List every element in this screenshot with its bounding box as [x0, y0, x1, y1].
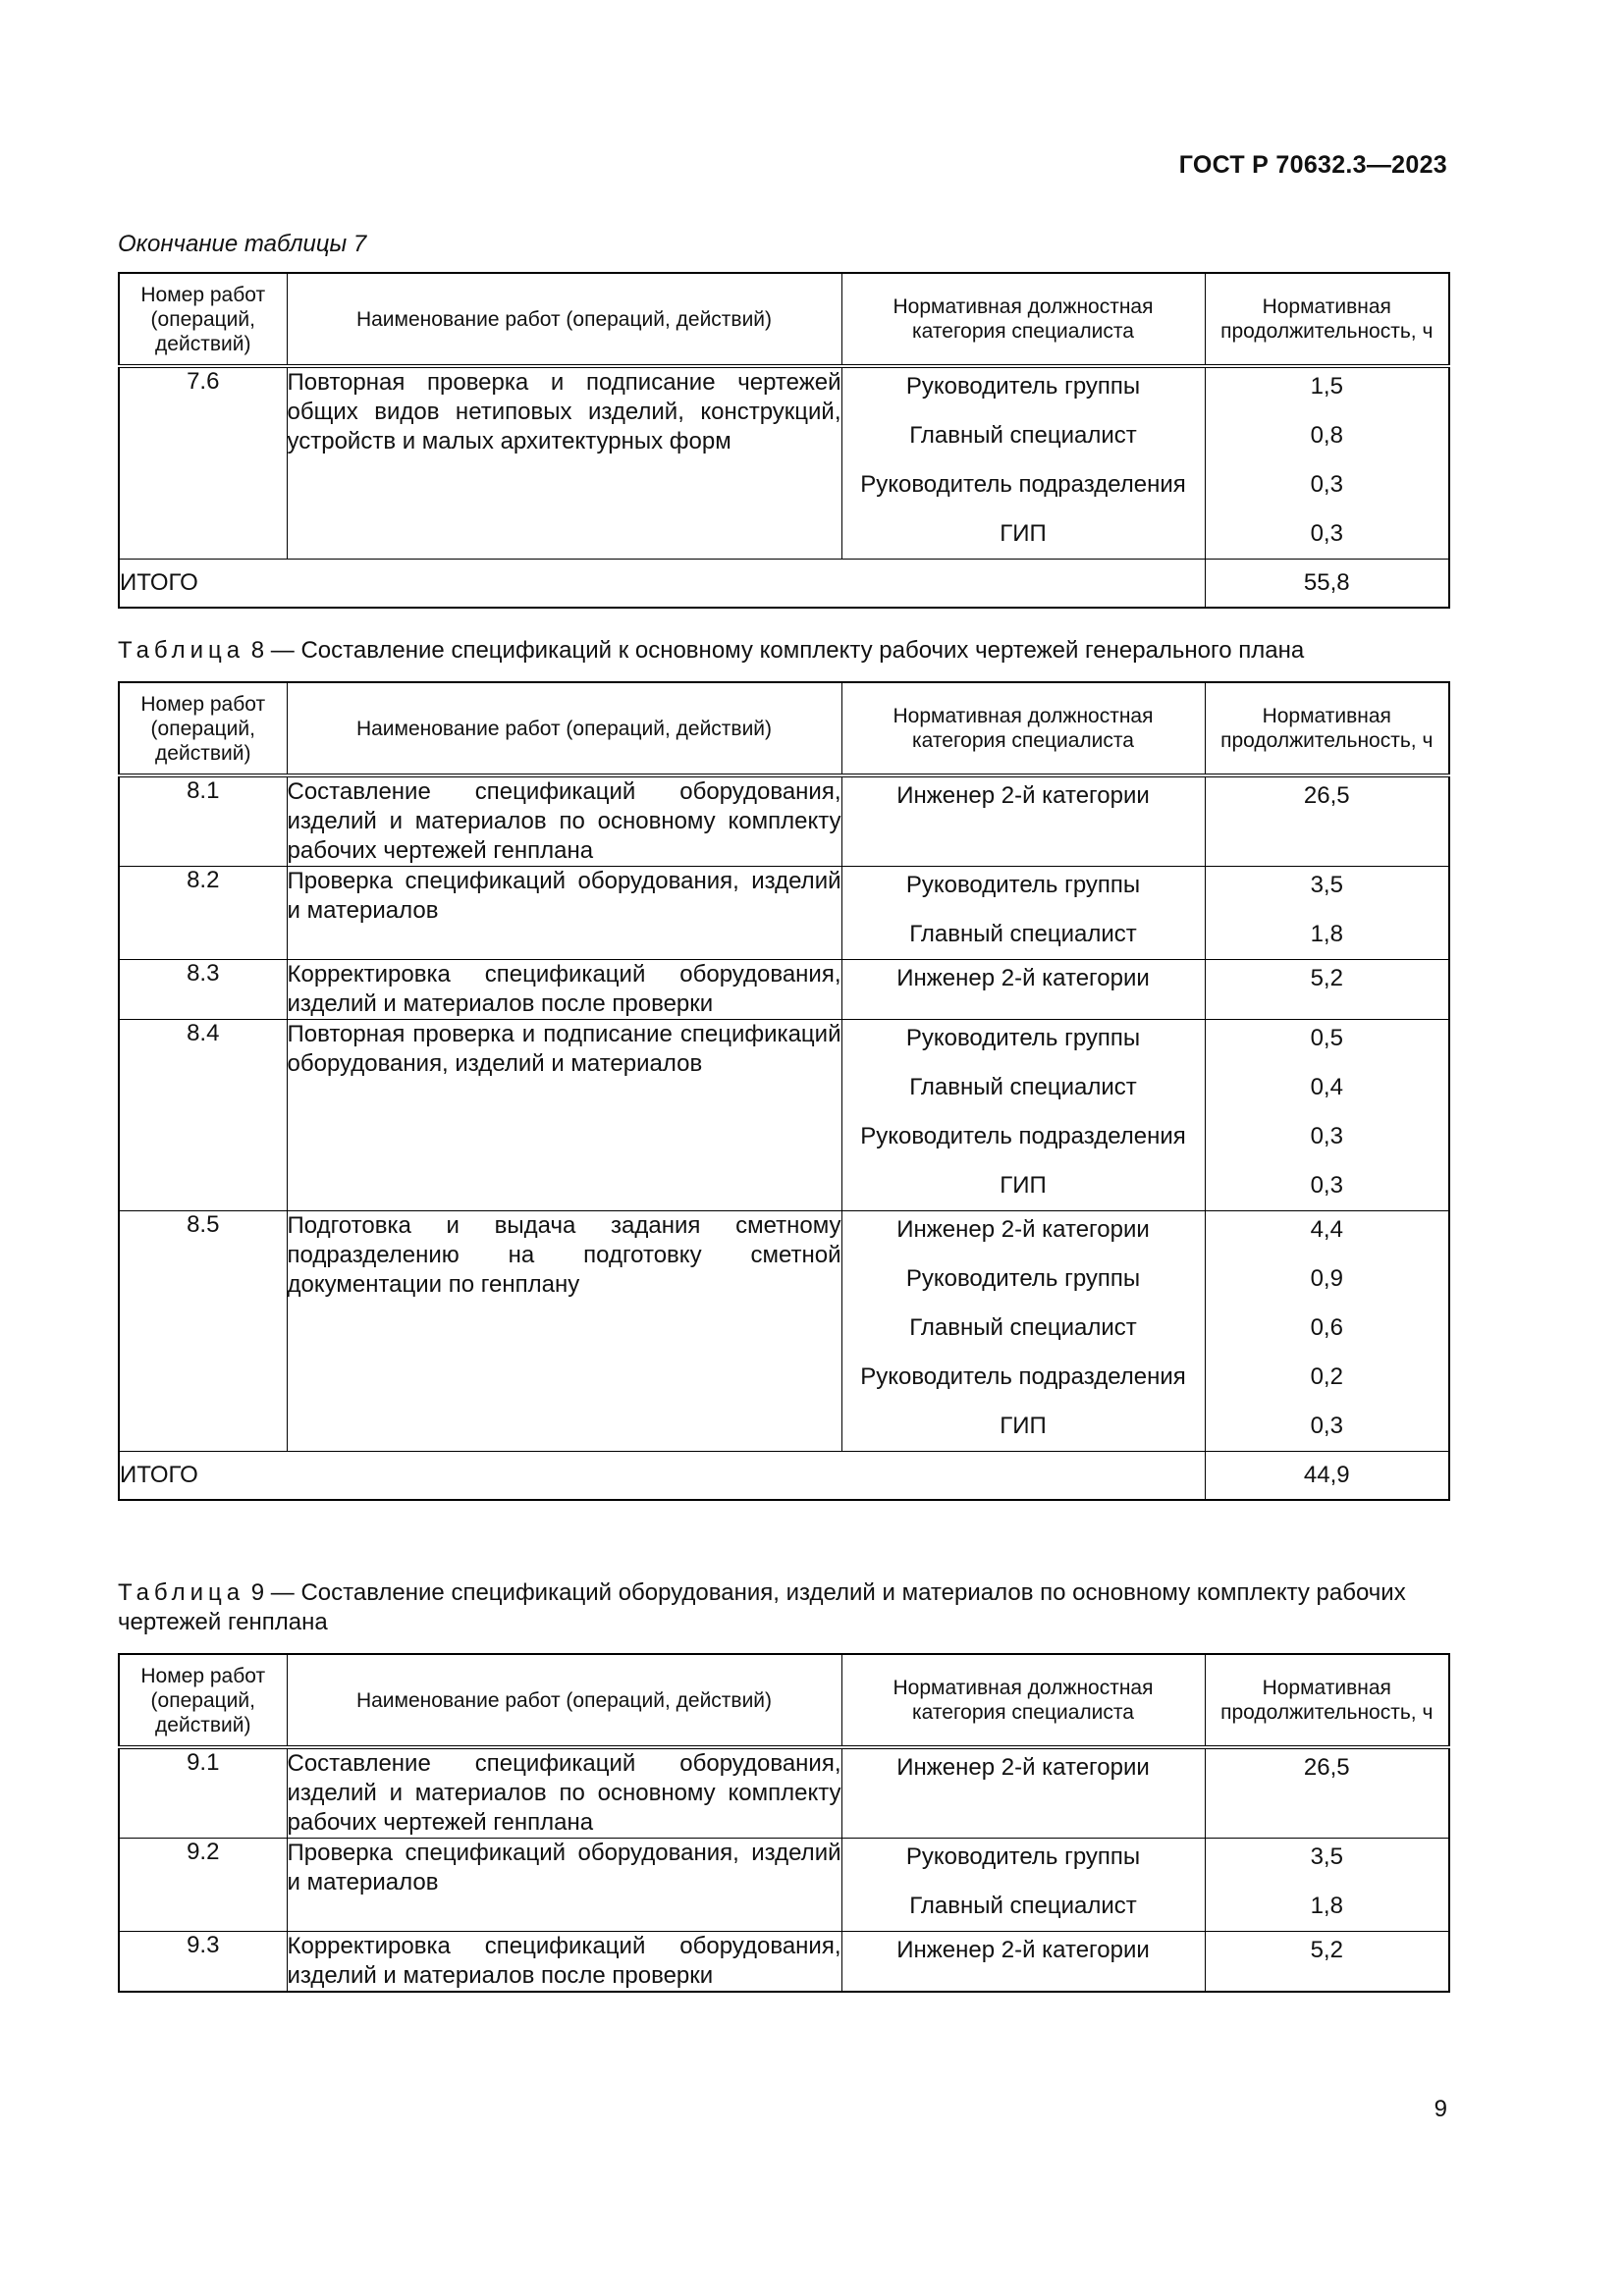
specialist-role: Руководитель группы	[905, 373, 1141, 400]
work-number: 9.3	[119, 1932, 287, 1993]
work-name: Составление спецификаций оборудования, изделий и материалов по основному комплекту рабочих чертежей генплана	[287, 775, 841, 867]
specialist-role: Инженер 2-й категории	[896, 782, 1150, 809]
specialist-role: Главный специалист	[909, 1074, 1137, 1100]
hours-list	[1205, 1932, 1449, 1993]
work-name: Корректировка спецификаций оборудования, изделий и материалов после проверки	[287, 1932, 841, 1993]
work-name: Проверка спецификаций оборудования, изделий и материалов	[287, 867, 841, 960]
duration-hours: 0,2	[1310, 1363, 1343, 1390]
duration-hours: 0,3	[1310, 1123, 1343, 1149]
work-number: 9.1	[119, 1747, 287, 1839]
specialist-role: Инженер 2-й категории	[896, 1216, 1150, 1243]
duration-hours: 0,3	[1310, 471, 1343, 498]
role-list	[841, 366, 1205, 560]
table-9	[118, 1653, 1450, 1993]
work-number: 7.6	[119, 366, 287, 560]
role-list	[841, 1839, 1205, 1932]
specialist-role: Инженер 2-й категории	[896, 965, 1150, 991]
duration-hours: 0,4	[1310, 1074, 1343, 1100]
specialist-role: Руководитель группы	[905, 872, 1141, 898]
work-number: 8.2	[119, 867, 287, 960]
hours-list	[1205, 1211, 1449, 1452]
col-header-name: Наименование работ (операций, действий)	[287, 1654, 841, 1747]
table8-caption-text: 8 — Составление спецификаций к основному комплекту рабочих чертежей генерального плана	[250, 637, 1305, 664]
specialist-role: Руководитель подразделения	[860, 471, 1186, 498]
work-number: 8.1	[119, 775, 287, 867]
role-list	[841, 1747, 1205, 1839]
table-row	[119, 1747, 1449, 1839]
total-value: 55,8	[1205, 560, 1449, 609]
col-header-num: Номер работ (операций, действий)	[119, 1654, 287, 1747]
col-header-num: Номер работ (операций, действий)	[119, 682, 287, 775]
work-name: Подготовка и выдача задания сметному подразделению на подготовку сметной документации по генплану	[287, 1211, 841, 1452]
duration-hours: 0,5	[1310, 1025, 1343, 1051]
role-list	[841, 1020, 1205, 1211]
specialist-role: Руководитель группы	[905, 1265, 1141, 1292]
specialist-role: Главный специалист	[909, 1314, 1137, 1341]
work-name: Корректировка спецификаций оборудования, изделий и материалов после проверки	[287, 960, 841, 1020]
work-name: Повторная проверка и подписание чертежей общих видов нетиповых изделий, конструкций, устройств и малых архитектурных форм	[287, 366, 841, 560]
specialist-role: Инженер 2-й категории	[896, 1754, 1150, 1781]
table-row	[119, 1839, 1449, 1932]
specialist-role: Руководитель подразделения	[860, 1363, 1186, 1390]
duration-hours: 4,4	[1310, 1216, 1343, 1243]
duration-hours: 26,5	[1303, 782, 1350, 809]
table9-caption-text: 9 — Составление спецификаций оборудования, изделий и материалов по основному комплекту рабочих чертежей генплана	[118, 1579, 1406, 1635]
duration-hours: 5,2	[1310, 1937, 1343, 1963]
table-row	[119, 366, 1449, 560]
total-label: ИТОГО	[119, 560, 1205, 609]
page-number: 9	[1434, 2096, 1447, 2122]
specialist-role: Главный специалист	[909, 921, 1137, 947]
duration-hours: 0,3	[1310, 520, 1343, 547]
work-number: 8.3	[119, 960, 287, 1020]
table-header-row	[119, 1654, 1449, 1747]
role-list	[841, 775, 1205, 867]
duration-hours: 26,5	[1303, 1754, 1350, 1781]
duration-hours: 0,9	[1310, 1265, 1343, 1292]
work-name: Повторная проверка и подписание спецификаций оборудования, изделий и материалов	[287, 1020, 841, 1211]
duration-hours: 3,5	[1310, 872, 1343, 898]
total-value: 44,9	[1205, 1452, 1449, 1501]
table9-caption	[118, 1578, 1448, 1637]
table-row	[119, 775, 1449, 867]
specialist-role: Руководитель группы	[905, 1843, 1141, 1870]
duration-hours: 0,3	[1310, 1172, 1343, 1199]
work-name: Составление спецификаций оборудования, изделий и материалов по основному комплекту рабочих чертежей генплана	[287, 1747, 841, 1839]
hours-list	[1205, 775, 1449, 867]
table-row	[119, 960, 1449, 1020]
table-8	[118, 681, 1450, 1501]
col-header-name: Наименование работ (операций, действий)	[287, 682, 841, 775]
duration-hours: 0,6	[1310, 1314, 1343, 1341]
work-number: 8.4	[119, 1020, 287, 1211]
specialist-role: ГИП	[1000, 520, 1047, 547]
hours-list	[1205, 1839, 1449, 1932]
table-row	[119, 1932, 1449, 1993]
work-name: Проверка спецификаций оборудования, изделий и материалов	[287, 1839, 841, 1932]
total-row	[119, 560, 1449, 609]
specialist-role: Руководитель группы	[905, 1025, 1141, 1051]
role-list	[841, 1932, 1205, 1993]
col-header-hours: Нормативная продолжительность, ч	[1205, 1654, 1449, 1747]
specialist-role: Главный специалист	[909, 1893, 1137, 1919]
duration-hours: 5,2	[1310, 965, 1343, 991]
duration-hours: 1,8	[1310, 921, 1343, 947]
col-header-hours: Нормативная продолжительность, ч	[1205, 273, 1449, 366]
table-header-row	[119, 682, 1449, 775]
col-header-role: Нормативная должностная категория специалиста	[841, 273, 1205, 366]
role-list	[841, 1211, 1205, 1452]
total-label: ИТОГО	[119, 1452, 1205, 1501]
hours-list	[1205, 1020, 1449, 1211]
table-row	[119, 867, 1449, 960]
specialist-role: Главный специалист	[909, 422, 1137, 449]
table-7	[118, 272, 1450, 609]
duration-hours: 0,3	[1310, 1413, 1343, 1439]
table-header-row	[119, 273, 1449, 366]
hours-list	[1205, 867, 1449, 960]
specialist-role: ГИП	[1000, 1413, 1047, 1439]
duration-hours: 0,8	[1310, 422, 1343, 449]
role-list	[841, 867, 1205, 960]
specialist-role: ГИП	[1000, 1172, 1047, 1199]
specialist-role: Инженер 2-й категории	[896, 1937, 1150, 1963]
table-row	[119, 1020, 1449, 1211]
work-number: 9.2	[119, 1839, 287, 1932]
hours-list	[1205, 1747, 1449, 1839]
hours-list	[1205, 960, 1449, 1020]
col-header-hours: Нормативная продолжительность, ч	[1205, 682, 1449, 775]
duration-hours: 3,5	[1310, 1843, 1343, 1870]
col-header-role: Нормативная должностная категория специалиста	[841, 682, 1205, 775]
duration-hours: 1,5	[1310, 373, 1343, 400]
col-header-role: Нормативная должностная категория специалиста	[841, 1654, 1205, 1747]
standard-number: ГОСТ Р 70632.3—2023	[1178, 151, 1447, 179]
hours-list	[1205, 366, 1449, 560]
col-header-name: Наименование работ (операций, действий)	[287, 273, 841, 366]
role-list	[841, 960, 1205, 1020]
total-row	[119, 1452, 1449, 1501]
col-header-num: Номер работ (операций, действий)	[119, 273, 287, 366]
table-row	[119, 1211, 1449, 1452]
table8-caption	[118, 636, 1448, 666]
table-word: Таблица	[118, 1579, 245, 1606]
table-word: Таблица	[118, 637, 245, 664]
table7-continuation-label: Окончание таблицы 7	[118, 231, 367, 257]
specialist-role: Руководитель подразделения	[860, 1123, 1186, 1149]
duration-hours: 1,8	[1310, 1893, 1343, 1919]
work-number: 8.5	[119, 1211, 287, 1452]
